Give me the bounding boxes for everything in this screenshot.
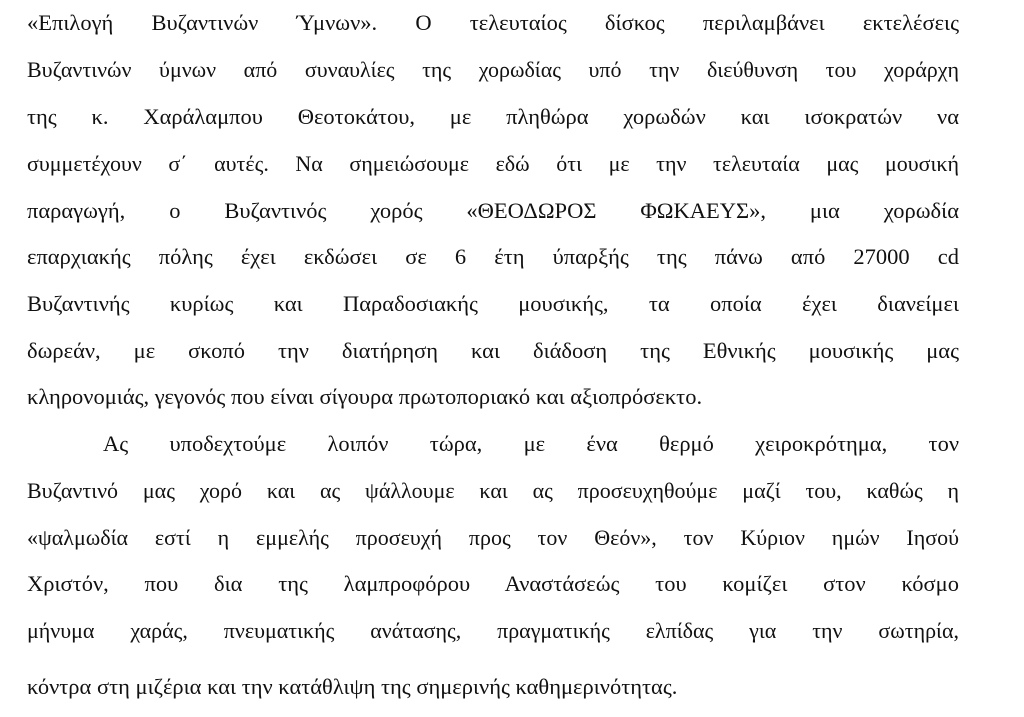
paragraph-1-line-6: επαρχιακής πόλης έχει εκδώσει σε 6 έτη ύπαρξής της πάνω από 27000 cd xyxy=(27,244,959,269)
paragraph-1-line-8: δωρεάν, με σκοπό την διατήρηση και διάδοση της Εθνικής μουσικής μας xyxy=(27,338,959,363)
paragraph-2-line-6: κόντρα στη μιζέρια και την κατάθλιψη της σημερινής καθημερινότητας. xyxy=(27,674,678,699)
paragraph-1-line-5: παραγωγή, ο Βυζαντινός χορός «ΘΕΟΔΩΡΟΣ ΦΩΚΑΕΥΣ», μια χορωδία xyxy=(27,198,959,223)
paragraph-1-line-7: Βυζαντινής κυρίως και Παραδοσιακής μουσικής, τα οποία έχει διανείμει xyxy=(27,291,959,316)
paragraph-2-line-4: Χριστόν, που δια της λαμπροφόρου Αναστάσεώς του κομίζει στον κόσμο xyxy=(27,571,959,596)
paragraph-2-line-2: Βυζαντινό μας χορό και ας ψάλλουμε και ας προσευχηθούμε μαζί του, καθώς η xyxy=(27,478,959,503)
paragraph-1-line-9: κληρονομιάς, γεγονός που είναι σίγουρα πρωτοποριακό και αξιοπρόσεκτο. xyxy=(27,384,703,409)
paragraph-1-line-1: «Επιλογή Βυζαντινών Ύμνων». Ο τελευταίος δίσκος περιλαμβάνει εκτελέσεις xyxy=(27,10,959,35)
paragraph-2-line-5: μήνυμα χαράς, πνευματικής ανάτασης, πραγματικής ελπίδας για την σωτηρία, xyxy=(27,618,959,643)
paragraph-1-line-3: της κ. Χαράλαμπου Θεοτοκάτου, με πληθώρα χορωδών και ισοκρατών να xyxy=(27,104,959,129)
paragraph-2-line-3: «ψαλμωδία εστί η εμμελής προσευχή προς τον Θεόν», τον Κύριον ημών Ιησού xyxy=(27,525,959,550)
paragraph-2-line-1: Ας υποδεχτούμε λοιπόν τώρα, με ένα θερμό χειροκρότημα, τον xyxy=(103,431,959,456)
paragraph-1-line-2: Βυζαντινών ύμνων από συναυλίες της χορωδίας υπό την διεύθυνση του χοράρχη xyxy=(27,57,959,82)
paragraph-1-line-4: συμμετέχουν σ΄ αυτές. Να σημειώσουμε εδώ ότι με την τελευταία μας μουσική xyxy=(27,151,959,176)
